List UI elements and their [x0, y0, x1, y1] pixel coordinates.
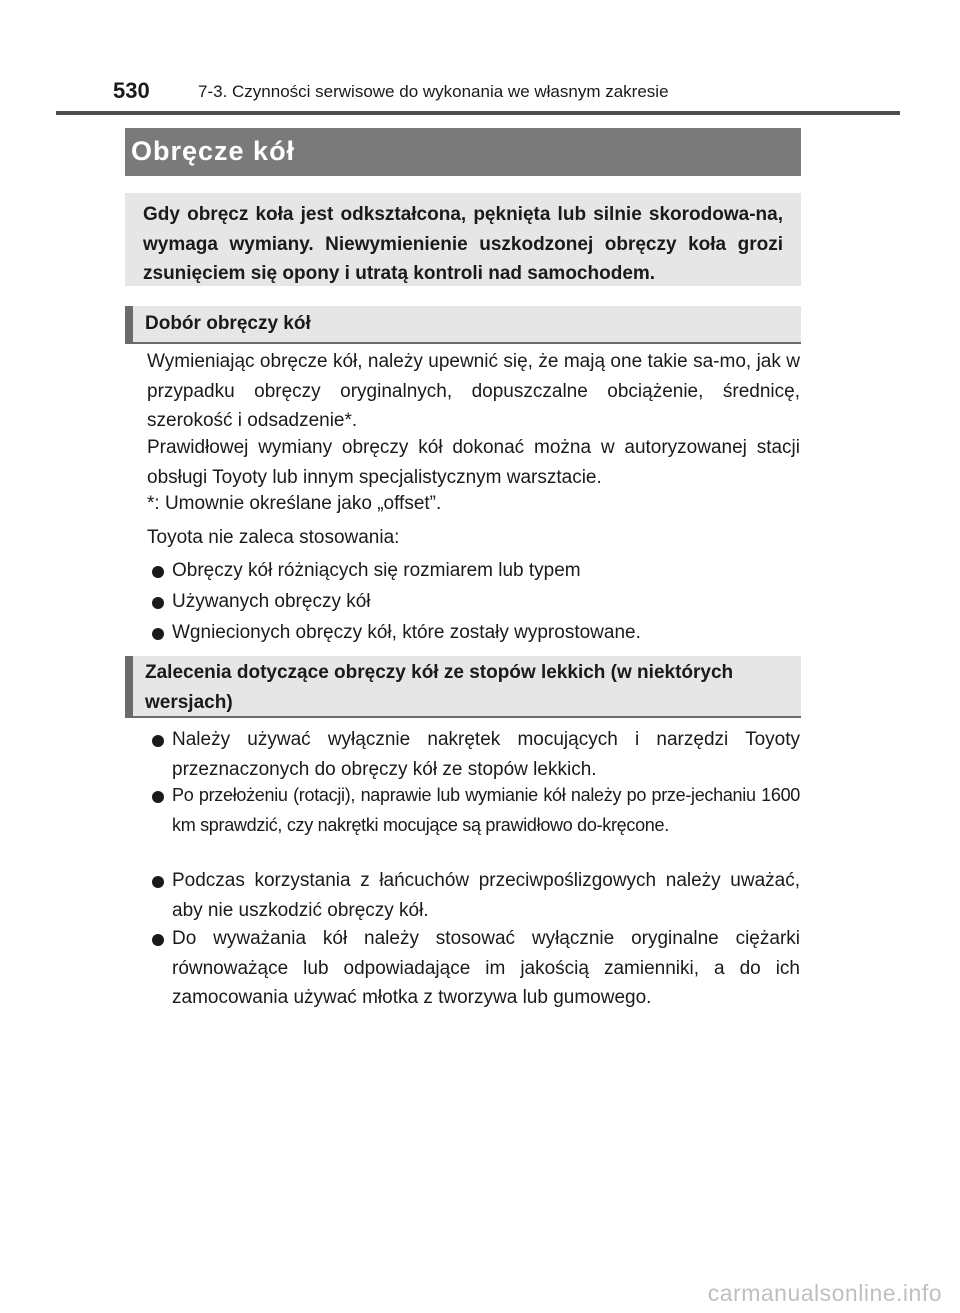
bullet-icon [152, 566, 164, 578]
list-item-text: Do wyważania kół należy stosować wyłącznie oryginalne ciężarki równoważące lub odpowiadające im jakością zamienniki, a do ich zamocowania używać młotka z tworzywa lub gumowego. [172, 928, 800, 1008]
page-number: 530 [113, 78, 150, 103]
paragraph-replacement-requirements: Wymieniając obręcze kół, należy upewnić się, że mają one takie sa-mo, jak w przypadku obręczy oryginalnych, dopuszczalne obciążenie, średnicę, szerokość i odsadzenie*. [147, 351, 800, 431]
paragraph-not-recommended: Toyota nie zaleca stosowania: [147, 527, 400, 548]
watermark: carmanualsonline.info [707, 1280, 942, 1306]
header-divider [56, 111, 900, 115]
bullet-icon [152, 597, 164, 609]
bullet-icon [152, 735, 164, 747]
list-item-text: Podczas korzystania z łańcuchów przeciwpoślizgowych należy uważać, aby nie uszkodzić obręczy kół. [172, 870, 800, 921]
bullet-icon [152, 934, 164, 946]
list-item-text: Obręczy kół różniących się rozmiarem lub typem [172, 560, 581, 581]
subheading-alloy-wheels-text: Zalecenia dotyczące obręczy kół ze stopów lekkich (w niektórych wersjach) [145, 662, 734, 713]
subheading-alloy-wheels [125, 656, 801, 718]
section-title: Obręcze kół [131, 136, 296, 166]
chapter-title: 7-3. Czynności serwisowe do wykonania we własnym zakresie [198, 82, 669, 101]
list-item-text: Używanych obręczy kół [172, 591, 371, 612]
page-header [110, 78, 890, 110]
paragraph-replacement-service: Prawidłowej wymiany obręczy kół dokonać można w autoryzowanej stacji obsługi Toyoty lub innym specjalistycznym warsztacie. [147, 437, 800, 488]
subheading-wheel-selection-text: Dobór obręczy kół [145, 313, 311, 334]
section-title-bar [125, 128, 801, 176]
list-item-text: Wgniecionych obręczy kół, które zostały wyprostowane. [172, 622, 641, 643]
subheading-wheel-selection [125, 306, 801, 344]
list-item-text: Po przełożeniu (rotacji), naprawie lub wymianie kół należy po prze-jechaniu 1600 km sprawdzić, czy nakrętki mocujące są prawidłowo do-kręcone. [172, 785, 800, 835]
bullet-icon [152, 791, 164, 803]
intro-box [125, 193, 801, 286]
intro-text: Gdy obręcz koła jest odkształcona, pęknięta lub silnie skorodowa-na, wymaga wymiany. Niewymienienie uszkodzonej obręczy koła grozi zsunięciem się opony i utratą kontroli nad samochodem. [143, 204, 783, 284]
bullet-icon [152, 628, 164, 640]
list-item-text: Należy używać wyłącznie nakrętek mocujących i narzędzi Toyoty przeznaczonych do obręczy kół ze stopów lekkich. [172, 729, 800, 780]
bullet-icon [152, 876, 164, 888]
paragraph-offset-footnote: *: Umownie określane jako „offset”. [147, 493, 442, 514]
